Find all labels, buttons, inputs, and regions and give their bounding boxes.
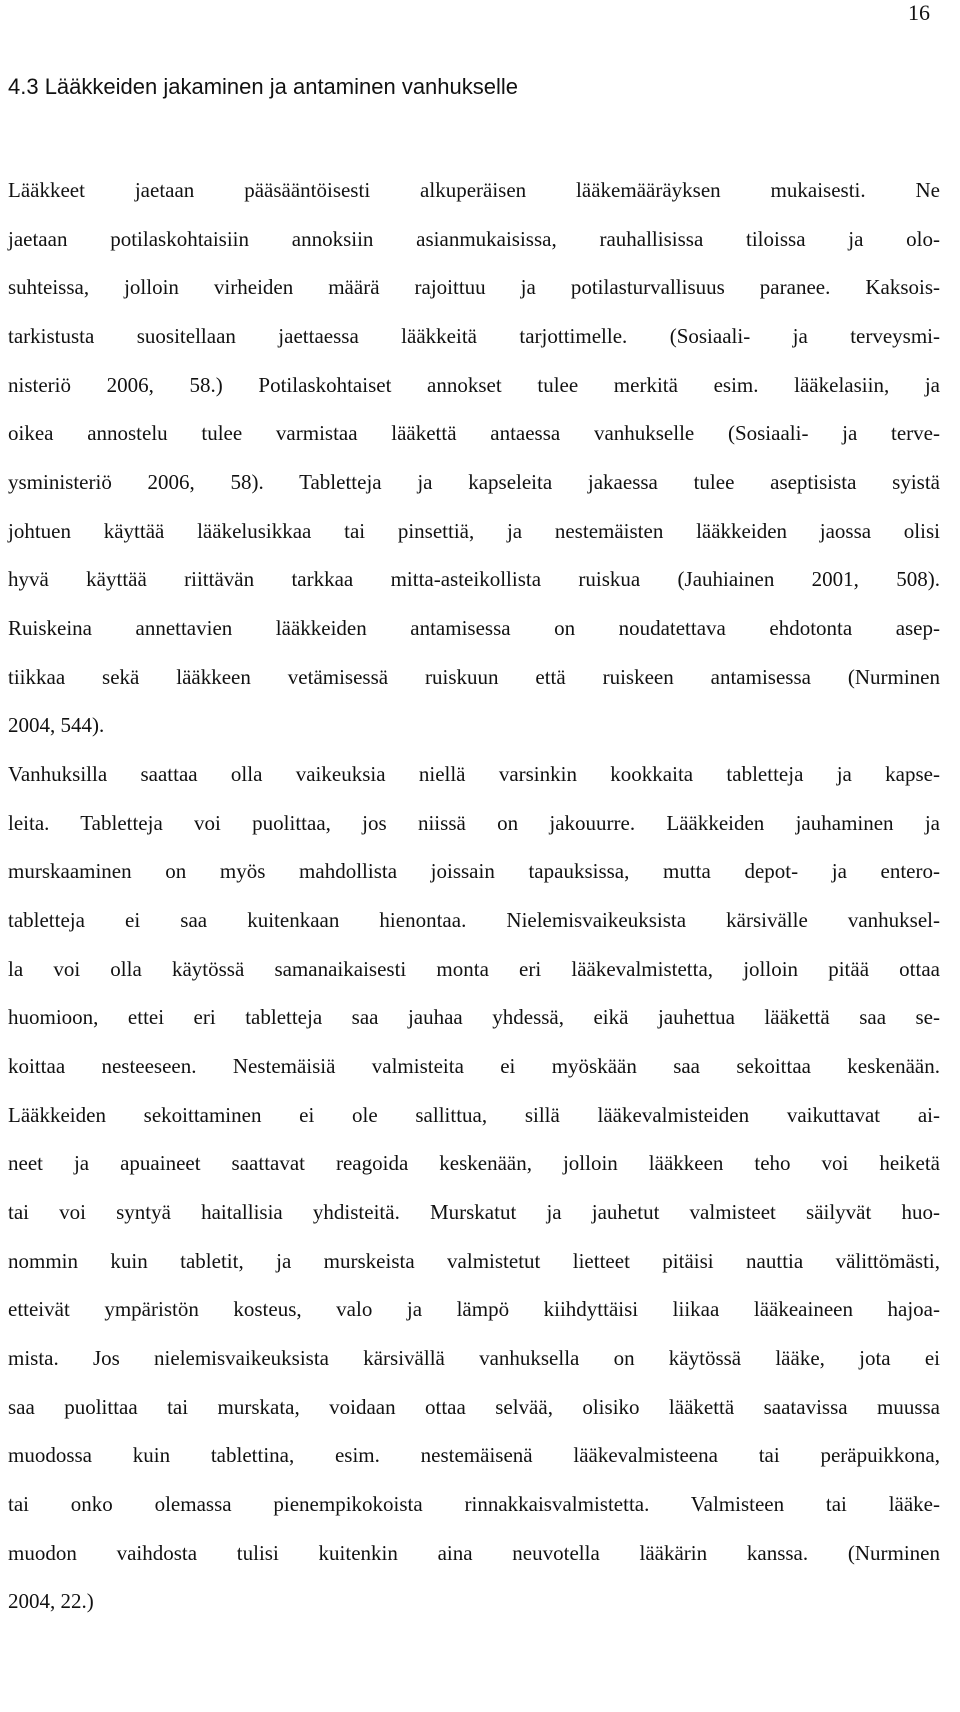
text-line: Vanhuksilla saattaa olla vaikeuksia niellä varsinkin kookkaita tabletteja ja kapse- [8, 762, 940, 786]
text-line: muodossa kuin tablettina, esim. nestemäisenä lääkevalmisteena tai peräpuikkona, [8, 1443, 940, 1468]
text-line: huomioon, ettei eri tabletteja saa jauhaa yhdessä, eikä jauhettua lääkettä saa se- [8, 1005, 940, 1030]
paragraph-swallowing [8, 759, 940, 1635]
text-line: mista. Jos nielemisvaikeuksista kärsivällä vanhuksella on käytössä lääke, jota ei [8, 1345, 940, 1370]
page-number: 16 [908, 0, 930, 25]
text-line: muodon vaihdosta tulisi kuitenkin aina neuvotella lääkärin kanssa. (Nurminen [8, 1540, 940, 1565]
text-line: 2004, 544). [8, 713, 105, 738]
text-line: Lääkkeet jaetaan pääsääntöisesti alkuperäisen lääkemääräyksen mukaisesti. Ne [8, 178, 940, 202]
text-line: Lääkkeiden sekoittaminen ei ole sallittua, sillä lääkevalmisteiden vaikuttavat ai- [8, 1102, 940, 1127]
text-line: nommin kuin tabletit, ja murskeista valmistetut lietteet pitäisi nauttia välittömästi, [8, 1248, 940, 1273]
text-line: Ruiskeina annettavien lääkkeiden antamisessa on noudatettava ehdotonta asep- [8, 615, 940, 640]
text-line: tarkistusta suositellaan jaettaessa lääkkeitä tarjottimelle. (Sosiaali- ja terveysmi- [8, 323, 940, 348]
text-line: murskaaminen on myös mahdollista joissain tapauksissa, mutta depot- ja entero- [8, 859, 940, 884]
text-line: nisteriö 2006, 58.) Potilaskohtaiset annokset tulee merkitä esim. lääkelasiin, ja [8, 372, 940, 397]
text-line: etteivät ympäristön kosteus, valo ja lämpö kiihdyttäisi liikaa lääkeaineen hajoa- [8, 1297, 940, 1322]
text-line: oikea annostelu tulee varmistaa lääkettä antaessa vanhukselle (Sosiaali- ja terve- [8, 421, 940, 446]
text-line: leita. Tabletteja voi puolittaa, jos niissä on jakouurre. Lääkkeiden jauhaminen ja [8, 810, 940, 835]
paragraph-dispensing [8, 175, 940, 759]
text-line: tai onko olemassa pienempikokoista rinnakkaisvalmistetta. Valmisteen tai lääke- [8, 1491, 940, 1516]
text-line: tai voi syntyä haitallisia yhdisteitä. Murskatut ja jauhetut valmisteet säilyvät huo- [8, 1199, 940, 1224]
text-line: 2004, 22.) [8, 1589, 94, 1614]
text-line: suhteissa, jolloin virheiden määrä rajoittuu ja potilasturvallisuus paranee. Kaksois- [8, 275, 940, 300]
text-line: hyvä käyttää riittävän tarkkaa mitta-asteikollista ruiskua (Jauhiainen 2001, 508). [8, 567, 940, 592]
section-heading: 4.3 Lääkkeiden jakaminen ja antaminen vanhukselle [8, 74, 519, 99]
text-line: neet ja apuaineet saattavat reagoida keskenään, jolloin lääkkeen teho voi heiketä [8, 1151, 940, 1176]
text-line: koittaa nesteeseen. Nestemäisiä valmisteita ei myöskään saa sekoittaa keskenään. [8, 1053, 940, 1078]
text-line: saa puolittaa tai murskata, voidaan ottaa selvää, olisiko lääkettä saatavissa muussa [8, 1394, 940, 1419]
text-line: jaetaan potilaskohtaisiin annoksiin asianmukaisissa, rauhallisissa tiloissa ja olo- [8, 226, 940, 251]
text-line: la voi olla käytössä samanaikaisesti monta eri lääkevalmistetta, jolloin pitää ottaa [8, 956, 940, 981]
text-line: tiikkaa sekä lääkkeen vetämisessä ruiskuun että ruiskeen antamisessa (Nurminen [8, 664, 940, 689]
text-line: johtuen käyttää lääkelusikkaa tai pinsettiä, ja nestemäisten lääkkeiden jaossa olisi [8, 518, 940, 543]
text-line: ysministeriö 2006, 58). Tabletteja ja kapseleita jakaessa tulee aseptisista syistä [8, 469, 940, 494]
text-line: tabletteja ei saa kuitenkaan hienontaa. Nielemisvaikeuksista kärsivälle vanhuksel- [8, 907, 940, 932]
